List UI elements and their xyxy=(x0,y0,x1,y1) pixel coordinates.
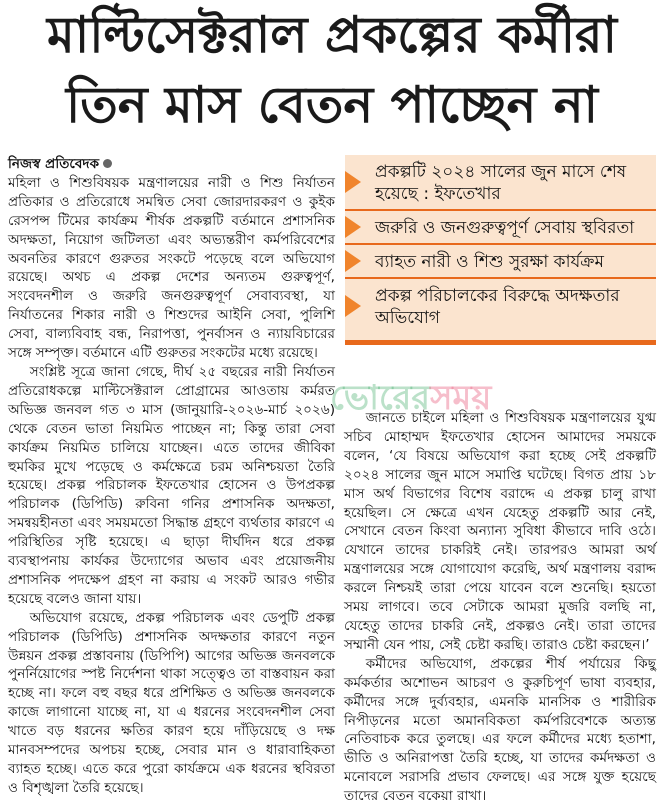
highlight-item xyxy=(345,211,656,245)
highlight-text: প্রকল্পটি ২০২৪ সালের জুন মাসে শেষ হয়েছে : ইফতেখার xyxy=(375,162,627,204)
watermark-part-1: ভোরের xyxy=(330,378,431,418)
highlight-item xyxy=(345,245,656,279)
arrow-right-icon xyxy=(345,171,361,193)
byline xyxy=(8,155,335,174)
headline-line-2: তিন মাস বেতন পাচ্ছেন না xyxy=(65,76,599,134)
article-right-column xyxy=(344,409,656,806)
headline xyxy=(0,0,664,140)
highlight-text: প্রকল্প পরিচালকের বিরুদ্ধে অদক্ষতার অভিযোগ xyxy=(375,286,620,328)
headline-line-1: মাল্টিসেক্টরাল প্রকল্পের কর্মীরা xyxy=(46,6,618,64)
paragraph: সংশ্লিষ্ট সূত্রে জানা গেছে, দীর্ঘ ২৫ বছরের নারী নির্যাতন প্রতিরোধকল্পে মাল্টিসেক্টরাল প্রোগ্রামের আওতায় কর্মরত অভিজ্ঞ জনবল গত ৩ মাস (জানুয়ারি-২০২৬-মার্চ ২০২৬) থেকে বেতন ভাতা নিয়মিত পাচ্ছেন না; কিন্তু তারা সেবা কার্যক্রম নিয়মিত চালিয়ে যাচ্ছেন। এতে তাদের জীবিকা হুমকির মুখে পড়েছে ও কর্মক্ষেত্রে চরম অনিশ্চয়তা তৈরি হয়েছে। প্রকল্প পরিচালক ইফতেখার হোসেন ও উপপ্রকল্প পরিচালক (ডিপিডি) রুবিনা গনির প্রশাসনিক অদক্ষতা, সমন্বয়হীনতা এবং সময়মতো সিদ্ধান্ত গ্রহণে ব্যর্থতার কারণে এ পরিস্থিতির সৃষ্টি হয়েছে। এ ছাড়া দীর্ঘদিন ধরে প্রকল্প ব্যবস্থাপনায় কার্যকর উদ্যোগের অভাব এবং প্রয়োজনীয় প্রশাসনিক পদক্ষেপ গ্রহণ না করায় এ সংকট আরও গভীর হয়েছে বলেও জানা যায়। xyxy=(8,363,335,607)
arrow-right-icon xyxy=(345,295,361,317)
paragraph: অভিযোগ রয়েছে, প্রকল্প পরিচালক এবং ডেপুটি প্রকল্প পরিচালক (ডিপিডি) প্রশাসনিক অদক্ষতার কারণে নতুন উন্নয়ন প্রকল্প প্রস্তাবনায় (ডিপিপি) আগের অভিজ্ঞ জনবলকে পুনর্নিয়োগের স্পষ্ট নির্দেশনা থাকা সত্ত্বেও তা বাস্তবায়ন করা হচ্ছে না। ফলে বহু বছর ধরে প্রশিক্ষিত ও অভিজ্ঞ জনবলকে কাজে লাগানো যাচ্ছে না, যা এ ধরনের সংবেদনশীল সেবা খাতে বড় ধরনের ক্ষতির কারণ হয়ে দাঁড়িয়েছে ও দক্ষ মানবসম্পদের অপচয় হচ্ছে, সেবার মান ও ধারাবাহিকতা ব্যাহত হচ্ছে। এতে করে পুরো কার্যক্রমে এক ধরনের স্থবিরতা ও বিশৃঙ্খলা তৈরি হয়েছে। xyxy=(8,609,335,796)
highlight-text: জরুরি ও জনগুরুত্বপূর্ণ সেবায় স্থবিরতা xyxy=(375,218,635,238)
paragraph: মহিলা ও শিশুবিষয়ক মন্ত্রণালয়ের নারী ও শিশু নির্যাতন প্রতিকার ও প্রতিরোধে সমন্বিত সেবা জোরদারকরণ ও কুইক রেসপন্স টিমের কার্যক্রম শীর্ষক প্রকল্পটি বর্তমানে প্রশাসনিক অদক্ষতা, নিয়োগ জটিলতা এবং অভ্যন্তরীণ কর্মপরিবেশের অবনতির কারণে গুরুতর সংকটে পড়েছে বলে অভিযোগ রয়েছে। অথচ এ প্রকল্প দেশের অন্যতম গুরুত্বপূর্ণ, সংবেদনশীল ও জরুরি জনগুরুত্বপূর্ণ সেবাব্যবস্থা, যা নির্যাতনের শিকার নারী ও শিশুদের আইনি সেবা, পুলিশি সেবা, বাল্যবিবাহ বন্ধ, নিরাপত্তা, পুনর্বাসন ও ন্যায়বিচারের সঙ্গে সম্পৃক্ত। বর্তমানে এটি গুরুতর সংকটের মধ্যে রয়েছে। xyxy=(8,174,335,362)
article-left-column xyxy=(8,155,335,798)
byline-text: নিজস্ব প্রতিবেদক xyxy=(8,156,100,172)
arrow-right-icon xyxy=(345,216,361,238)
highlight-item xyxy=(345,155,656,211)
bullet-dot-icon xyxy=(103,159,112,168)
arrow-right-icon xyxy=(345,250,361,272)
highlight-text: ব্যাহত নারী ও শিশু সুরক্ষা কার্যক্রম xyxy=(375,252,604,272)
highlights-box xyxy=(345,155,656,345)
watermark-part-2: সময় xyxy=(430,378,492,418)
highlight-item xyxy=(345,279,656,333)
paragraph: কর্মীদের অভিযোগ, প্রকল্পের শীর্ষ পর্যায়ের কিছু কর্মকর্তার অশোভন আচরণ ও কুরুচিপূর্ণ ভাষা ব্যবহার, কর্মীদের সঙ্গে দুর্ব্যবহার, এমনকি মানসিক ও শারীরিক নিপীড়নের মতো অমানবিকতা কর্মপরিবেশকে অত্যন্ত নেতিবাচক করে তুলছে। এর ফলে কর্মীদের মধ্যে হতাশা, ভীতি ও অনিরাপত্তা তৈরি হচ্ছে, যা তাদের কর্মদক্ষতা ও মনোবলে সরাসরি প্রভাব ফেলছে। এর সঙ্গে যুক্ত হয়েছে তাদের বেতন বকেয়া রাখা। xyxy=(344,655,656,805)
paragraph: জানতে চাইলে মহিলা ও শিশুবিষয়ক মন্ত্রণালয়ের যুগ্ম সচিব মোহাম্মদ ইফতেখার হোসেন আমাদের সময়কে বলেন, ‘যে বিষয়ে অভিযোগ করা হচ্ছে সেই প্রকল্পটি ২০২৪ সালের জুন মাসে সমাপ্তি ঘটেছে। বিগত প্রায় ১৮ মাস অর্থ বিভাগের বিশেষ বরাদ্দে এ প্রকল্প চালু রাখা হয়েছিল। সে ক্ষেত্রে এখন যেহেতু প্রকল্পটি আর নেই, সেখানে বেতন কিংবা অন্যান্য সুবিধা কীভাবে দাবি ওঠে। যেখানে তাদের চাকরিই নেই। তারপরও আমরা অর্থ মন্ত্রণালয়ের সঙ্গে যোগাযোগ করেছি, অর্থ মন্ত্রণালয় বরাদ্দ করলে নিশ্চয়ই তারা পেয়ে যাবেন বলে শুনেছি। হয়তো সময় লাগবে। তবে সেটাকে আমরা মুজরি বলছি না, যেহেতু তাদের চাকরি নেই, প্রকল্পও নেই। তারা তাদের সম্মানী যেন পায়, সেই চেষ্টা করছি। তারাও চেষ্টা করছেন।’ xyxy=(344,410,656,653)
